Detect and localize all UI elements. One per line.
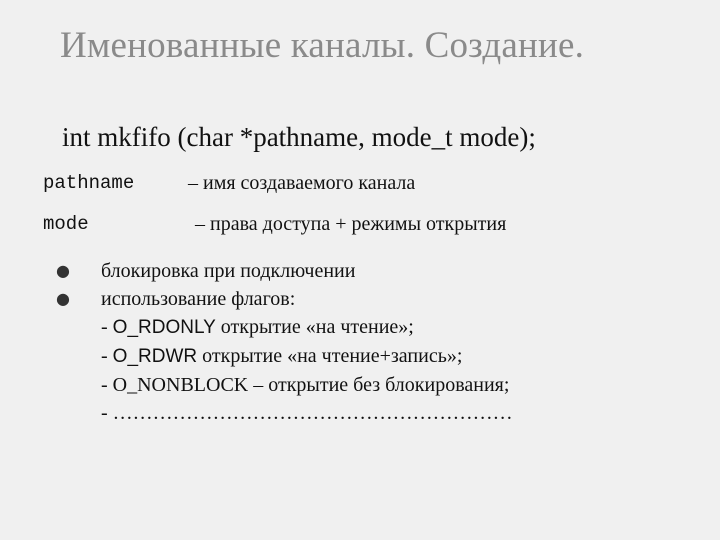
flag-name: O_RDWR bbox=[112, 346, 198, 367]
flag-prefix: - bbox=[101, 402, 113, 424]
bullet-item-flags bbox=[56, 285, 513, 427]
flag-description: открытие «на чтение+запись»; bbox=[197, 345, 463, 367]
flag-item-ellipsis bbox=[101, 399, 513, 427]
flag-description: открытие «на чтение»; bbox=[215, 316, 414, 338]
function-signature: int mkfifo (char *pathname, mode_t mode); bbox=[62, 122, 536, 152]
param-description: – имя создаваемого канала bbox=[188, 172, 416, 194]
flag-prefix: - bbox=[101, 316, 113, 338]
flag-description: …………………………………………………… bbox=[112, 402, 513, 424]
flag-prefix: - bbox=[101, 374, 113, 396]
flag-item-rdwr bbox=[101, 342, 513, 371]
param-name: mode bbox=[43, 213, 89, 235]
flag-description: – открытие без блокирования; bbox=[248, 374, 510, 396]
flag-name: O_RDONLY bbox=[112, 317, 216, 338]
bullet-text: блокировка при подключении bbox=[101, 260, 356, 282]
param-name: pathname bbox=[43, 172, 135, 194]
mode-bullet-list bbox=[56, 257, 513, 427]
flag-item-nonblock bbox=[101, 371, 513, 399]
bullet-text: использование флагов: bbox=[101, 288, 296, 310]
bullet-dot-icon: ● bbox=[56, 261, 70, 280]
slide-title: Именованные каналы. Создание. bbox=[60, 25, 585, 66]
flag-name: O_NONBLOCK bbox=[112, 374, 249, 396]
bullet-dot-icon: ● bbox=[56, 289, 70, 308]
flag-prefix: - bbox=[101, 345, 113, 367]
bullet-item-blocking bbox=[56, 257, 513, 285]
param-description: – права доступа + режимы открытия bbox=[195, 213, 507, 235]
flag-item-rdonly bbox=[101, 313, 513, 342]
